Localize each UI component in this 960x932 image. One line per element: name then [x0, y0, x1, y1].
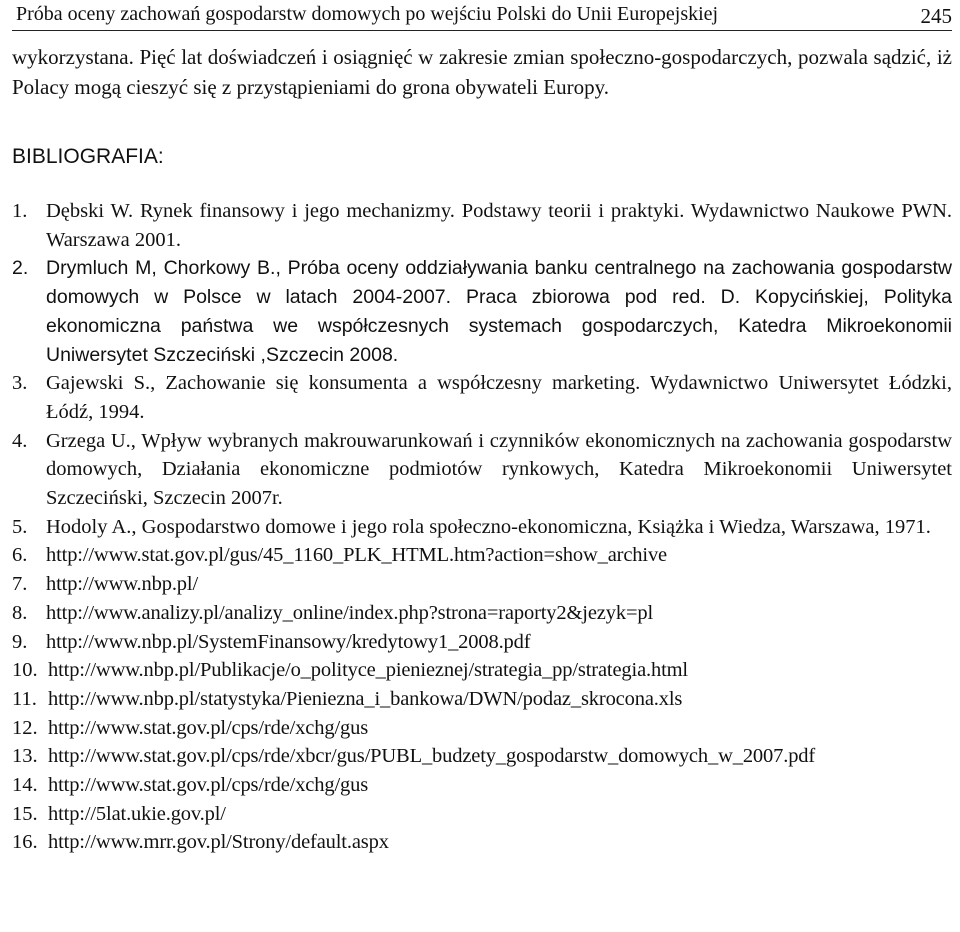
reference-number: 12.	[12, 716, 38, 739]
reference-number: 2.	[12, 257, 29, 280]
reference-link[interactable]: http://www.analizy.pl/analizy_online/index.php?strona=raporty2&jezyk=pl	[46, 601, 654, 624]
reference-number: 10.	[12, 659, 38, 682]
reference-item	[12, 628, 952, 657]
reference-number: 6.	[12, 544, 28, 567]
running-header	[12, 0, 952, 31]
reference-number: 13.	[12, 745, 38, 768]
reference-link[interactable]: http://www.mrr.gov.pl/Strony/default.aspx	[48, 831, 389, 854]
reference-item	[12, 656, 952, 685]
reference-item	[12, 714, 952, 743]
reference-item	[12, 685, 952, 714]
reference-text: Dębski W. Rynek finansowy i jego mechanizmy. Podstawy teorii i praktyki. Wydawnictwo Naukowe PWN. Warszawa 2001.	[46, 200, 952, 251]
reference-number: 8.	[12, 601, 28, 624]
reference-number: 11.	[12, 687, 37, 710]
reference-link[interactable]: http://5lat.ukie.gov.pl/	[48, 802, 226, 825]
reference-number: 7.	[12, 573, 28, 596]
reference-item	[12, 742, 952, 771]
reference-link[interactable]: http://www.nbp.pl/SystemFinansowy/kredytowy1_2008.pdf	[46, 630, 531, 653]
reference-number: 3.	[12, 372, 28, 395]
reference-item	[12, 427, 952, 513]
reference-item	[12, 254, 952, 369]
document-page	[12, 0, 952, 857]
reference-number: 16.	[12, 831, 38, 854]
reference-list	[12, 197, 952, 857]
body-paragraph: wykorzystana. Pięć lat doświadczeń i osiągnięć w zakresie zmian społeczno-gospodarczych, pozwala sądzić, iż Polacy mogą cieszyć się z przystąpieniami do grona obywateli Europy.	[12, 45, 952, 99]
reference-text: Grzega U., Wpływ wybranych makrouwarunkowań i czynników ekonomicznych na zachowania gospodarstw domowych, Działania ekonomiczne podmiotów rynkowych, Katedra Mikroekonomii Uniwersytet Szczeciński, Szczecin 2007r.	[46, 429, 952, 510]
page-number: 245	[920, 4, 952, 28]
reference-number: 14.	[12, 774, 38, 797]
reference-item	[12, 771, 952, 800]
reference-text: Hodoly A., Gospodarstwo domowe i jego rola społeczno-ekonomiczna, Książka i Wiedza, Warszawa, 1971.	[46, 515, 931, 538]
reference-item	[12, 541, 952, 570]
running-title: Próba oceny zachowań gospodarstw domowych po wejściu Polski do Unii Europejskiej	[16, 3, 719, 25]
reference-number: 9.	[12, 630, 28, 653]
reference-item	[12, 800, 952, 829]
reference-number: 15.	[12, 802, 38, 825]
reference-item	[12, 828, 952, 857]
reference-item	[12, 197, 952, 254]
reference-item	[12, 369, 952, 426]
reference-item	[12, 599, 952, 628]
reference-link[interactable]: http://www.stat.gov.pl/cps/rde/xbcr/gus/PUBL_budzety_gospodarstw_domowych_w_2007.pdf	[48, 745, 816, 768]
bibliography-heading: BIBLIOGRAFIA:	[12, 145, 164, 168]
reference-number: 1.	[12, 200, 28, 222]
reference-text: Gajewski S., Zachowanie się konsumenta a współczesny marketing. Wydawnictwo Uniwersytet Łódzki, Łódź, 1994.	[46, 372, 952, 423]
reference-item	[12, 570, 952, 599]
reference-number: 5.	[12, 515, 28, 538]
reference-link[interactable]: http://www.nbp.pl/statystyka/Pieniezna_i_bankowa/DWN/podaz_skrocona.xls	[48, 687, 683, 710]
reference-link[interactable]: http://www.stat.gov.pl/gus/45_1160_PLK_HTML.htm?action=show_archive	[46, 544, 667, 567]
reference-link[interactable]: http://www.stat.gov.pl/cps/rde/xchg/gus	[48, 774, 369, 797]
reference-link[interactable]: http://www.nbp.pl/Publikacje/o_polityce_pienieznej/strategia_pp/strategia.html	[48, 659, 688, 682]
reference-item	[12, 513, 952, 542]
reference-link[interactable]: http://www.nbp.pl/	[46, 573, 199, 596]
reference-link[interactable]: http://www.stat.gov.pl/cps/rde/xchg/gus	[48, 716, 369, 739]
reference-number: 4.	[12, 429, 28, 452]
reference-text: Drymluch M, Chorkowy B., Próba oceny oddziaływania banku centralnego na zachowania gospodarstw domowych w Polsce w latach 2004-2007. Praca zbiorowa pod red. D. Kopycińskiej, Polityka ekonomiczna państwa we współczesnych systemach gospodarczych, Katedra Mikroekonomii Uniwersytet Szczeciński ,Szczecin 2008.	[46, 257, 952, 366]
